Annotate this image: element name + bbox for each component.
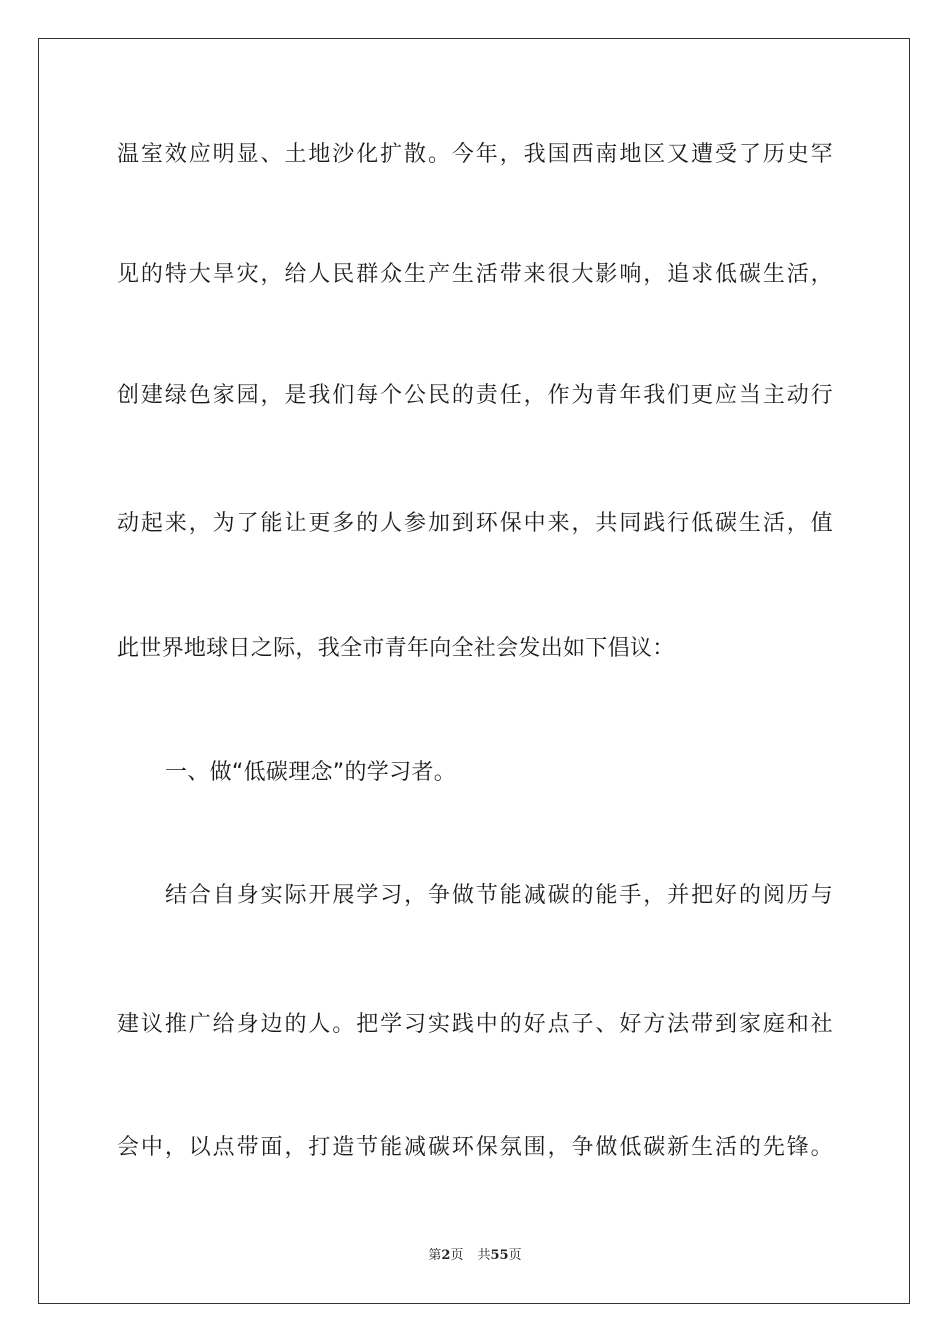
body-text-line-7: 建议推广给身边的人。把学习实践中的好点子、好方法带到家庭和社	[117, 1012, 833, 1037]
body-text-line-8: 会中，以点带面，打造节能减碳环保氛围，争做低碳新生活的先锋。	[117, 1135, 833, 1160]
body-text-line-6: 结合自身实际开展学习，争做节能减碳的能手，并把好的阅历与	[165, 883, 833, 908]
body-text-line-5: 此世界地球日之际，我全市青年向全社会发出如下倡议：	[117, 636, 675, 661]
page-prefix: 第	[428, 1248, 442, 1263]
page-footer	[0, 1247, 950, 1265]
body-text-line-4: 动起来，为了能让更多的人参加到环保中来，共同践行低碳生活，值	[117, 511, 833, 536]
total-suffix: 页	[508, 1248, 522, 1263]
total-pages: 55	[490, 1248, 509, 1263]
section-heading: 一、做“低碳理念”的学习者。	[165, 760, 456, 785]
page-suffix: 页	[450, 1248, 464, 1263]
body-text-line-1: 温室效应明显、土地沙化扩散。今年，我国西南地区又遭受了历史罕	[117, 142, 833, 167]
page-border	[38, 38, 910, 1304]
body-text-line-3: 创建绿色家园，是我们每个公民的责任，作为青年我们更应当主动行	[117, 383, 833, 408]
total-prefix: 共	[477, 1248, 491, 1263]
page-number: 2	[441, 1248, 451, 1263]
body-text-line-2: 见的特大旱灾，给人民群众生产生活带来很大影响，追求低碳生活，	[117, 262, 833, 287]
